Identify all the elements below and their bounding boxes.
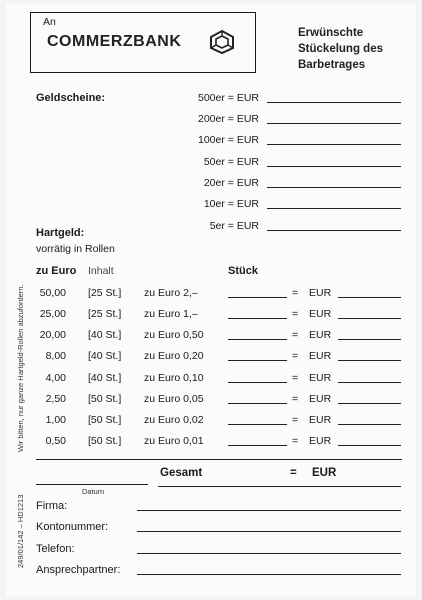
coin-amount: 0,50 <box>45 435 66 447</box>
coin-amount: 4,00 <box>45 372 66 384</box>
coin-content: [40 St.] <box>88 372 122 384</box>
bank-name: COMMERZBANK <box>47 33 182 50</box>
date-label: Datum <box>82 487 105 496</box>
banknote-label-20: 20er = EUR <box>203 177 259 189</box>
coins-subheading: vorrätig in Rollen <box>36 243 115 255</box>
coin-denomination: zu Euro 1,– <box>144 308 198 320</box>
total-label: Gesamt <box>160 467 203 479</box>
coin-value-field[interactable] <box>338 297 401 298</box>
company-field[interactable] <box>137 510 401 511</box>
currency-label: EUR <box>309 414 332 426</box>
phone-field[interactable] <box>137 553 401 554</box>
equals-sign: = <box>292 308 299 320</box>
coin-value-field[interactable] <box>338 339 401 340</box>
column-header-stueck: Stück <box>228 265 258 277</box>
coin-denomination: zu Euro 0,02 <box>144 414 204 426</box>
coin-amount: 20,00 <box>39 329 66 341</box>
bank-logo-icon <box>209 29 235 55</box>
equals-sign: = <box>292 329 299 341</box>
equals-sign: = <box>292 393 299 405</box>
total-currency-label: EUR <box>312 467 337 479</box>
coin-amount: 50,00 <box>39 287 66 299</box>
coin-quantity-field[interactable] <box>228 445 287 446</box>
coin-value-field[interactable] <box>338 424 401 425</box>
coin-roll-note: Wir bitten, nur ganze Hartgeld-Rollen abzufordern. <box>16 284 25 452</box>
currency-label: EUR <box>309 435 332 447</box>
coin-denomination: zu Euro 0,10 <box>144 372 204 384</box>
banknote-label-100: 100er = EUR <box>198 134 259 146</box>
form-code: 249/01/142 – HD1213 <box>16 494 25 568</box>
coin-denomination: zu Euro 0,05 <box>144 393 204 405</box>
currency-label: EUR <box>309 393 332 405</box>
account-number-field[interactable] <box>137 531 401 532</box>
coin-amount: 25,00 <box>39 308 66 320</box>
banknote-label-10: 10er = EUR <box>203 198 259 210</box>
form-title-line-3: Barbetrages <box>298 59 366 71</box>
account-number-label: Kontonummer: <box>36 521 109 533</box>
currency-label: EUR <box>309 372 332 384</box>
coin-value-field[interactable] <box>338 360 401 361</box>
coin-denomination: zu Euro 0,50 <box>144 329 204 341</box>
phone-label: Telefon: <box>36 543 75 555</box>
banknote-field-500[interactable] <box>267 102 401 103</box>
banknote-field-10[interactable] <box>267 208 401 209</box>
coin-denomination: zu Euro 0,20 <box>144 350 204 362</box>
total-equals-sign: = <box>290 467 297 479</box>
equals-sign: = <box>292 372 299 384</box>
coin-value-field[interactable] <box>338 445 401 446</box>
total-amount-field[interactable] <box>158 486 401 487</box>
currency-label: EUR <box>309 350 332 362</box>
coin-amount: 2,50 <box>45 393 66 405</box>
coin-amount: 8,00 <box>45 350 66 362</box>
coin-content: [50 St.] <box>88 393 122 405</box>
equals-sign: = <box>292 435 299 447</box>
date-field[interactable] <box>36 484 148 485</box>
coin-content: [50 St.] <box>88 435 122 447</box>
coin-content: [25 St.] <box>88 287 122 299</box>
bank-logo-box <box>30 12 256 73</box>
banknote-field-100[interactable] <box>267 144 401 145</box>
coin-content: [40 St.] <box>88 350 122 362</box>
banknote-field-200[interactable] <box>267 123 401 124</box>
currency-label: EUR <box>309 287 332 299</box>
coin-quantity-field[interactable] <box>228 360 287 361</box>
banknote-field-50[interactable] <box>267 166 401 167</box>
coin-content: [40 St.] <box>88 329 122 341</box>
coin-content: [50 St.] <box>88 414 122 426</box>
coin-denomination: zu Euro 2,– <box>144 287 198 299</box>
coin-quantity-field[interactable] <box>228 424 287 425</box>
contact-person-label: Ansprechpartner: <box>36 564 121 576</box>
coin-value-field[interactable] <box>338 403 401 404</box>
banknote-label-500: 500er = EUR <box>198 92 259 104</box>
contact-person-field[interactable] <box>137 574 401 575</box>
coin-quantity-field[interactable] <box>228 382 287 383</box>
currency-label: EUR <box>309 329 332 341</box>
equals-sign: = <box>292 350 299 362</box>
coin-value-field[interactable] <box>338 318 401 319</box>
form-title-line-1: Erwünschte <box>298 27 364 39</box>
banknotes-heading: Geldscheine: <box>36 92 106 104</box>
coin-denomination: zu Euro 0,01 <box>144 435 204 447</box>
banknote-label-5: 5er = EUR <box>209 220 259 232</box>
coin-value-field[interactable] <box>338 382 401 383</box>
currency-label: EUR <box>309 308 332 320</box>
coin-quantity-field[interactable] <box>228 403 287 404</box>
coin-amount: 1,00 <box>45 414 66 426</box>
banknote-label-200: 200er = EUR <box>198 113 259 125</box>
equals-sign: = <box>292 287 299 299</box>
equals-sign: = <box>292 414 299 426</box>
recipient-label: An <box>43 16 56 28</box>
banknote-field-5[interactable] <box>267 230 401 231</box>
company-label: Firma: <box>36 500 68 512</box>
coins-heading: Hartgeld: <box>36 227 85 239</box>
form-title <box>298 25 383 73</box>
coin-quantity-field[interactable] <box>228 318 287 319</box>
banknote-label-50: 50er = EUR <box>203 156 259 168</box>
banknote-field-20[interactable] <box>267 187 401 188</box>
coin-quantity-field[interactable] <box>228 339 287 340</box>
column-header-zu-euro: zu Euro <box>36 265 77 277</box>
coin-quantity-field[interactable] <box>228 297 287 298</box>
coin-content: [25 St.] <box>88 308 122 320</box>
column-header-inhalt: Inhalt <box>88 265 114 277</box>
form-title-line-2: Stückelung des <box>298 43 383 55</box>
total-top-divider <box>36 459 402 460</box>
